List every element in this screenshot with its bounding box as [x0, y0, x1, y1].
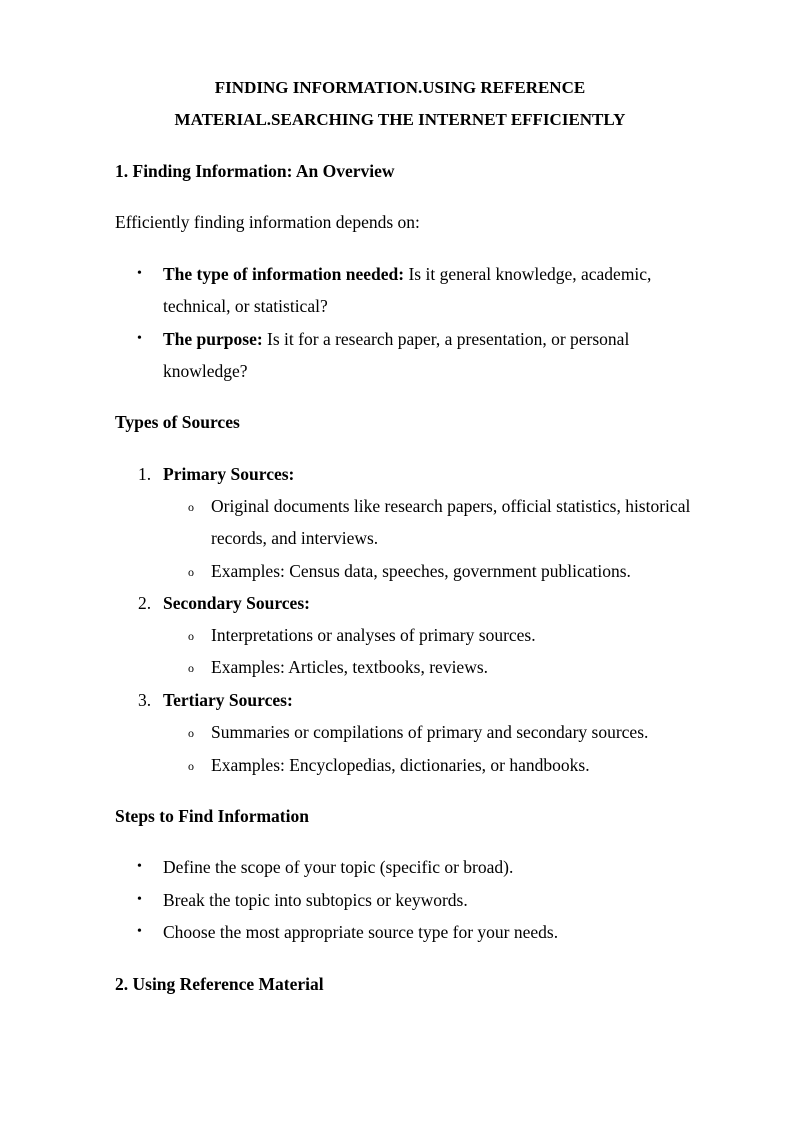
- sub-list-item: Examples: Articles, textbooks, reviews.: [211, 657, 489, 677]
- sub-list-item: Interpretations or analyses of primary sources.: [211, 625, 536, 645]
- section-heading-using-reference-material: 2. Using Reference Material: [115, 974, 324, 994]
- sub-list-item: Examples: Census data, speeches, government publications.: [211, 561, 631, 581]
- sub-bullet-icon: o: [188, 629, 194, 643]
- sub-bullet-icon: o: [188, 500, 194, 514]
- sub-bullet-icon: o: [188, 565, 194, 579]
- sub-list-item-continuation: records, and interviews.: [211, 528, 379, 548]
- section-heading-steps: Steps to Find Information: [115, 806, 309, 826]
- document-title-line-2: MATERIAL.SEARCHING THE INTERNET EFFICIENTLY: [174, 110, 626, 129]
- intro-paragraph: Efficiently finding information depends on:: [115, 212, 420, 232]
- bullet-text: Is it for a research paper, a presentation, or personal: [262, 329, 630, 349]
- step-item: Break the topic into subtopics or keywords.: [163, 890, 468, 910]
- bullet-text: Is it general knowledge, academic,: [404, 264, 652, 284]
- section-heading-types-of-sources: Types of Sources: [115, 412, 240, 432]
- bullet-item-continuation: technical, or statistical?: [163, 296, 328, 316]
- sub-bullet-icon: o: [188, 759, 194, 773]
- bullet-bold-label: The type of information needed:: [163, 264, 405, 284]
- document-title-line-1: FINDING INFORMATION.USING REFERENCE: [214, 78, 586, 97]
- bullet-item-type-of-information: [163, 264, 651, 284]
- step-item: Define the scope of your topic (specific or broad).: [163, 857, 514, 877]
- bullet-icon: •: [137, 331, 142, 346]
- step-item: Choose the most appropriate source type for your needs.: [163, 922, 559, 942]
- source-type-label-secondary: Secondary Sources:: [163, 593, 310, 613]
- sub-bullet-icon: o: [188, 661, 194, 675]
- bullet-item-continuation: knowledge?: [163, 361, 248, 381]
- source-type-label-tertiary: Tertiary Sources:: [163, 690, 293, 710]
- list-number: 1.: [138, 464, 152, 484]
- list-number: 2.: [138, 593, 152, 613]
- bullet-item-purpose: [163, 329, 629, 349]
- sub-list-item: Examples: Encyclopedias, dictionaries, or handbooks.: [211, 755, 590, 775]
- sub-list-item: Original documents like research papers, official statistics, historical: [211, 496, 691, 516]
- bullet-icon: •: [137, 892, 142, 907]
- bullet-icon: •: [137, 859, 142, 874]
- sub-bullet-icon: o: [188, 726, 194, 740]
- section-heading-finding-information: 1. Finding Information: An Overview: [115, 161, 395, 181]
- bullet-bold-label: The purpose:: [163, 329, 263, 349]
- bullet-icon: •: [137, 266, 142, 281]
- list-number: 3.: [138, 690, 152, 710]
- bullet-icon: •: [137, 924, 142, 939]
- source-type-label-primary: Primary Sources:: [163, 464, 295, 484]
- sub-list-item: Summaries or compilations of primary and secondary sources.: [211, 722, 649, 742]
